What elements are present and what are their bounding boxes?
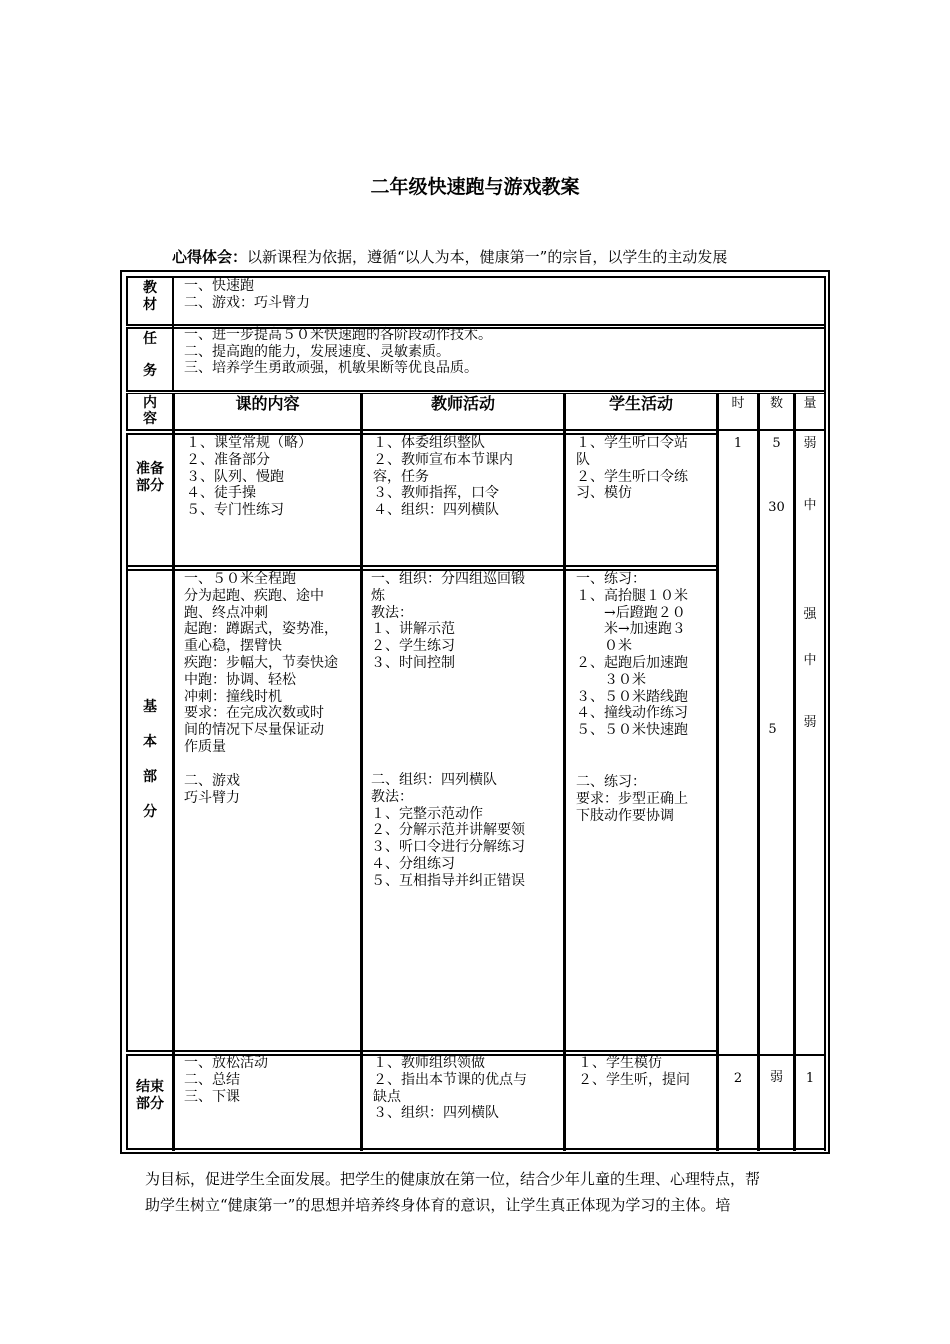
- jiaocai-label-line: 材: [143, 297, 157, 313]
- end-content-line: 一、放松活动: [184, 1055, 268, 1071]
- basic-student-2: [576, 774, 721, 824]
- basic-teacher-2-line: ３、听口令进行分解练习: [371, 839, 525, 856]
- basic-student-1-line: ２、起跑后加速跑: [576, 654, 688, 671]
- prep-teacher-line: ２、教师宣布本节课内: [373, 451, 513, 468]
- basic-content-1-line: 疾跑：步幅大，节奏快途: [184, 654, 338, 671]
- jiaocai-label: [128, 280, 172, 314]
- basic-content-1-line: 重心稳，摆臂快: [184, 638, 282, 655]
- basic-content-1-line: 跑、终点冲刺: [184, 604, 268, 621]
- end-teacher-line: １、教师组织领做: [373, 1055, 485, 1071]
- basic-content-1-line: 作质量: [184, 738, 226, 755]
- prep-label-line: 部分: [136, 478, 164, 494]
- header-teacher: 教师活动: [430, 394, 495, 413]
- basic-label-line: 部: [143, 769, 157, 785]
- h-line-j: [126, 1050, 716, 1052]
- prep-intensity-1: 弱: [803, 436, 817, 451]
- basic-content-2-line: 二、游戏: [184, 773, 240, 789]
- basic-intensity-3: 弱: [803, 715, 817, 730]
- basic-content-1-line: 冲刺：撞线时机: [184, 688, 282, 705]
- end-teacher: [373, 1055, 563, 1122]
- jiaocai-content-line: 一、快速跑: [184, 278, 254, 294]
- basic-student-2-line: 要求：步型正确上: [576, 790, 688, 807]
- renwu-content: [184, 327, 814, 377]
- basic-teacher-1: [371, 571, 563, 672]
- jiaocai-content: [184, 278, 784, 312]
- outer-left-border: [120, 270, 122, 1154]
- renwu-content-line: 一、进一步提高５０米快速跑的各阶段动作技术。: [184, 327, 492, 343]
- prep-content-line: １、课堂常规（略）: [186, 435, 312, 451]
- header-neirong-line: 容: [143, 411, 157, 427]
- prep-count-2: 30: [768, 500, 785, 515]
- basic-teacher-1-line: ３、时间控制: [371, 654, 455, 671]
- h-line-l: [126, 1148, 826, 1150]
- end-time: 2: [733, 1071, 743, 1086]
- v-label: [172, 393, 175, 1151]
- basic-student-1-line: ３０米: [576, 671, 646, 688]
- basic-teacher-1-line: 教法：: [371, 604, 413, 621]
- basic-intensity-1: 强: [803, 607, 817, 622]
- header-shi: 时: [731, 396, 745, 411]
- outer-bottom-border: [120, 1152, 830, 1154]
- header-liang: 量: [803, 396, 817, 411]
- prep-student-line: 习、模仿: [576, 485, 632, 502]
- prep-count-1: 5: [772, 436, 781, 451]
- header-student: 学生活动: [608, 394, 673, 413]
- basic-teacher-1-line: １、讲解示范: [371, 621, 455, 638]
- basic-content-1-line: 起跑：蹲踞式，姿势准，: [184, 621, 338, 638]
- intro-label: 心得体会：: [172, 248, 248, 266]
- outer-top-border: [120, 270, 830, 272]
- prep-teacher-line: ４、组织：四列横队: [373, 502, 499, 519]
- renwu-content-line: 二、提高跑的能力，发展速度、灵敏素质。: [184, 343, 450, 360]
- basic-label: [128, 690, 172, 830]
- prep-label-line: 准备: [136, 461, 164, 477]
- renwu-label-1: [128, 331, 172, 348]
- basic-teacher-2-line: １、完整示范动作: [371, 805, 483, 822]
- jiaocai-content-line: 二、游戏：巧斗臂力: [184, 295, 310, 311]
- prep-student-line: ２、学生听口令练: [576, 468, 688, 485]
- renwu-label-1-line: 任: [143, 331, 157, 347]
- basic-teacher-2-line: ５、互相指导并纠正错误: [371, 872, 525, 889]
- renwu-content-line: 三、培养学生勇敢顽强，机敏果断等优良品质。: [184, 360, 478, 376]
- end-count: 弱: [769, 1070, 783, 1085]
- v-student: [716, 393, 719, 1151]
- basic-label-line: 基: [143, 699, 157, 715]
- basic-content-1-line: 要求：在完成次数或时: [184, 705, 324, 722]
- prep-intensity-2: 中: [803, 498, 817, 513]
- jiaocai-label-line: 教: [143, 280, 157, 296]
- end-teacher-line: 缺点: [373, 1088, 401, 1105]
- basic-student-1-line: ５、５０米快速跑: [576, 722, 688, 739]
- basic-teacher-2-line: 二、组织：四列横队: [371, 772, 497, 788]
- end-teacher-line: ３、组织：四列横队: [373, 1105, 499, 1122]
- basic-student-2-line: 下肢动作要协调: [576, 807, 674, 824]
- basic-content-2-line: 巧斗臂力: [184, 789, 240, 806]
- v-right-inner: [824, 276, 826, 1151]
- basic-content-1: [184, 571, 362, 756]
- prep-content-line: ２、准备部分: [186, 451, 270, 468]
- prep-teacher-line: １、体委组织整队: [373, 435, 485, 451]
- outro-line-2: 助学生树立“健康第一”的思想并培养终身体育的意识，让学生真正体现为学习的主体。培: [145, 1196, 731, 1214]
- header-neirong: [128, 395, 172, 427]
- basic-student-1-line: →后蹬跑２０: [576, 604, 686, 621]
- renwu-label-2: 务: [143, 363, 157, 379]
- basic-student-1-line: 米→加速跑３: [576, 621, 686, 638]
- h-line-f: [126, 429, 826, 431]
- end-student-line: ２、学生听，提问: [578, 1071, 690, 1088]
- basic-teacher-2: [371, 772, 563, 890]
- basic-content-2: [184, 773, 362, 807]
- page-title: 二年级快速跑与游戏教案: [370, 176, 580, 198]
- basic-student-1: [576, 571, 721, 739]
- end-label-line: 结束: [136, 1079, 164, 1095]
- prep-student: [576, 435, 721, 502]
- basic-content-1-line: 分为起跑、疾跑、途中: [184, 587, 324, 604]
- v-teacher: [563, 393, 566, 1151]
- prep-teacher: [373, 435, 563, 519]
- end-content-line: 三、下课: [184, 1088, 240, 1105]
- basic-student-1-line: ３、５０米踏线跑: [576, 688, 688, 705]
- basic-student-1-line: ４、撞线动作练习: [576, 705, 688, 722]
- basic-content-1-line: 一、５０米全程跑: [184, 571, 296, 587]
- basic-content-1-line: 间的情况下尽量保证动: [184, 722, 324, 739]
- prep-student-line: １、学生听口令站: [576, 435, 688, 451]
- prep-content: [186, 435, 361, 519]
- h-line-h: [126, 565, 716, 567]
- basic-teacher-1-line: ２、学生练习: [371, 638, 455, 655]
- filler-a: [126, 566, 128, 569]
- basic-label-line: 分: [143, 804, 157, 820]
- end-teacher-line: ２、指出本节课的优点与: [373, 1071, 527, 1088]
- outro-line-1: 为目标，促进学生全面发展。把学生的健康放在第一位，结合少年儿童的生理、心理特点，帮: [145, 1170, 761, 1188]
- basic-teacher-2-line: ２、分解示范并讲解要领: [371, 822, 525, 839]
- prep-teacher-line: ３、教师指挥，口令: [373, 485, 499, 502]
- end-student: [578, 1055, 723, 1089]
- intro-paragraph: [172, 246, 832, 267]
- end-content-line: 二、总结: [184, 1071, 240, 1088]
- basic-student-1-line: 一、练习：: [576, 571, 646, 587]
- end-intensity: 1: [805, 1071, 815, 1086]
- end-label: [128, 1079, 172, 1113]
- prep-teacher-line: 容，任务: [373, 468, 429, 485]
- basic-count: 5: [768, 722, 777, 737]
- prep-label: [128, 461, 172, 495]
- basic-student-1-line: ０米: [576, 638, 632, 655]
- basic-student-2-line: 二、练习：: [576, 774, 646, 790]
- basic-content-1-line: 中跑：协调、轻松: [184, 671, 296, 688]
- basic-intensity-2: 中: [803, 653, 817, 668]
- basic-label-line: 本: [143, 734, 157, 750]
- basic-student-1-line: １、高抬腿１０米: [576, 587, 688, 604]
- prep-content-line: ３、队列、慢跑: [186, 468, 284, 485]
- basic-teacher-2-line: ４、分组练习: [371, 855, 455, 872]
- prep-student-line: 队: [576, 451, 590, 468]
- prep-content-line: ５、专门性练习: [186, 502, 284, 519]
- end-content: [184, 1055, 359, 1105]
- prep-content-line: ４、徒手操: [186, 485, 256, 502]
- header-neirong-line: 内: [143, 395, 157, 411]
- header-content: 课的内容: [235, 394, 300, 413]
- end-student-line: １、学生模仿: [578, 1055, 662, 1071]
- prep-time: 1: [733, 436, 743, 451]
- intro-text: 以新课程为依据，遵循“以人为本，健康第一”的宗旨，以学生的主动发展: [247, 248, 728, 266]
- basic-teacher-1-line: 一、组织：分四组巡回锻: [371, 571, 525, 587]
- v-label-top: [172, 276, 174, 392]
- end-label-line: 部分: [136, 1096, 164, 1112]
- h-line-d: [126, 390, 826, 392]
- header-shu: 数: [769, 396, 783, 411]
- h-line-b: [126, 324, 826, 326]
- outer-right-border: [828, 270, 830, 1154]
- basic-teacher-1-line: 炼: [371, 587, 385, 604]
- basic-teacher-2-line: 教法：: [371, 788, 413, 805]
- row-left-inner-3: [126, 433, 128, 566]
